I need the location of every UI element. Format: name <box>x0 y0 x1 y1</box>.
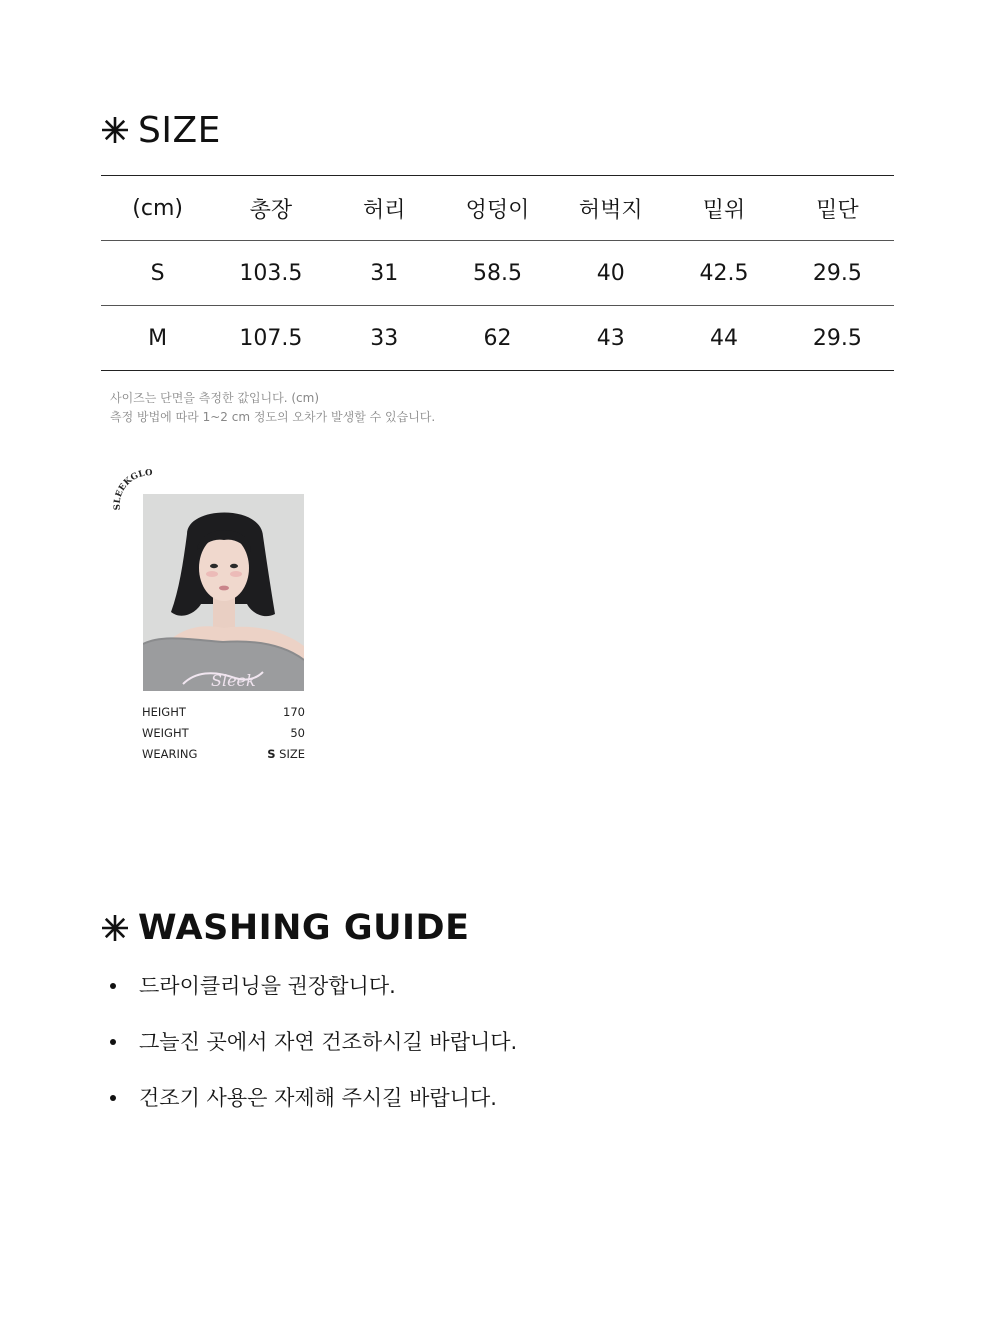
washing-title-text: WASHING GUIDE <box>138 908 470 948</box>
table-cell: 103.5 <box>239 260 303 286</box>
model-card <box>112 466 312 766</box>
size-table-header-row <box>101 176 894 241</box>
list-item <box>110 966 517 1022</box>
bullet-icon <box>110 1095 116 1101</box>
size-section-title <box>100 108 221 152</box>
header-rise: 밑위 <box>702 197 746 223</box>
size-note: 사이즈는 단면을 측정한 값입니다. (cm) <box>110 391 320 405</box>
table-row <box>101 241 894 306</box>
model-spec <box>142 702 305 765</box>
asterisk-icon <box>100 115 130 145</box>
size-notes <box>110 389 435 427</box>
spec-label: WEIGHT <box>142 726 189 740</box>
washing-instruction: 그늘진 곳에서 자연 건조하시길 바랍니다. <box>139 1030 518 1054</box>
table-cell: 40 <box>596 260 625 286</box>
size-note: 측정 방법에 따라 1~2 cm 정도의 오차가 발생할 수 있습니다. <box>110 410 436 424</box>
bullet-icon <box>110 983 116 989</box>
header-hem: 밑단 <box>816 197 859 223</box>
table-cell: 31 <box>370 260 399 286</box>
washing-instruction: 드라이클리닝을 권장합니다. <box>139 974 396 998</box>
table-cell: 44 <box>710 325 739 351</box>
size-table <box>101 175 894 371</box>
spec-value-size: S <box>267 747 276 761</box>
model-photo-illustration <box>143 494 304 691</box>
spec-value: 170 <box>283 705 305 719</box>
list-item <box>110 1022 517 1078</box>
svg-text:Sleek: Sleek <box>211 671 256 690</box>
table-cell: 107.5 <box>239 325 303 351</box>
spec-label: HEIGHT <box>142 705 186 719</box>
bullet-icon <box>110 1039 116 1045</box>
table-cell: 29.5 <box>812 260 862 286</box>
table-cell: 58.5 <box>472 260 522 286</box>
table-cell: 62 <box>483 325 512 351</box>
spec-value-suffix: SIZE <box>275 747 305 761</box>
table-cell: 29.5 <box>812 325 862 351</box>
spec-row-wearing <box>142 744 305 765</box>
washing-guide-list <box>110 966 517 1134</box>
size-title-text: SIZE <box>138 109 221 151</box>
brand-logo-text: SLEEKGLO <box>112 468 153 511</box>
table-cell: 43 <box>596 325 625 351</box>
spec-value: 50 <box>290 726 305 740</box>
table-cell: 42.5 <box>699 260 749 286</box>
spec-label: WEARING <box>142 747 198 761</box>
table-cell: 33 <box>370 325 399 351</box>
header-total-length: 총장 <box>249 197 293 223</box>
table-row <box>101 306 894 371</box>
header-thigh: 허벅지 <box>578 197 643 223</box>
asterisk-icon <box>100 913 130 943</box>
header-hip: 엉덩이 <box>465 197 530 223</box>
spec-value <box>267 744 305 765</box>
header-unit: (cm) <box>132 195 183 221</box>
header-waist: 허리 <box>362 197 406 223</box>
spec-row-height <box>142 702 305 723</box>
table-cell: M <box>148 325 168 351</box>
model-photo <box>143 494 304 691</box>
table-cell: S <box>150 260 165 286</box>
spec-row-weight <box>142 723 305 744</box>
washing-section-title <box>100 906 469 950</box>
washing-instruction: 건조기 사용은 자제해 주시길 바랍니다. <box>139 1086 497 1110</box>
list-item <box>110 1078 517 1134</box>
